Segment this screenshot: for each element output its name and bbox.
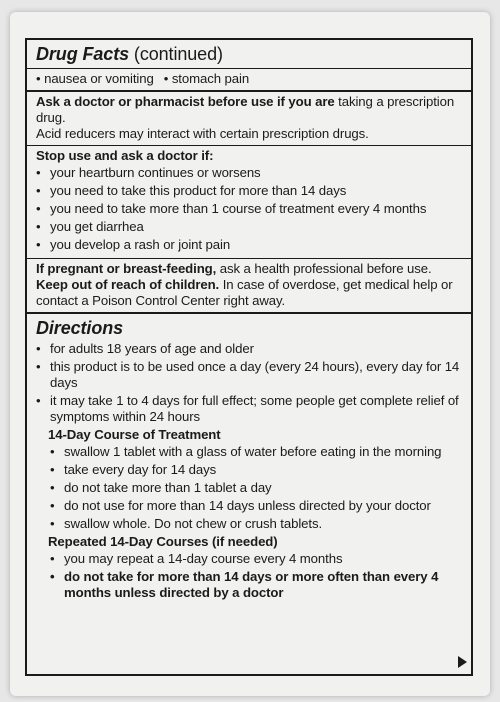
directions-list [36,341,463,425]
side-effect-2: stomach pain [171,71,250,86]
drug-facts-title [27,40,471,68]
drug-facts-panel [25,38,473,676]
ask-doctor-heading: Ask a doctor or pharmacist before use if you are [36,94,335,109]
keep-out-text: In case of overdose, get medical help or contact a Poison Control Center right away. [36,277,453,308]
title-bold: Drug Facts [36,44,130,64]
directions-section [27,312,471,606]
directions-title: Directions [36,318,124,338]
list-item: • you need to take more than 1 course of treatment every 4 months [36,201,463,217]
repeat-heading: Repeated 14-Day Courses (if needed) [48,534,278,549]
ask-doctor-line2: Acid reducers may interact with certain prescription drugs. [36,126,369,141]
list-item: • take every day for 14 days [50,462,463,478]
list-item: • you need to take this product for more than 14 days [36,183,463,199]
list-item: • swallow 1 tablet with a glass of water before eating in the morning [50,444,463,460]
list-item: • you get diarrhea [36,219,463,235]
pregnant-heading: If pregnant or breast-feeding, [36,261,217,276]
repeat-list [50,551,463,601]
list-item: • it may take 1 to 4 days for full effect; some people get complete relief of symptoms within 24 hours [36,393,463,425]
list-item: • swallow whole. Do not chew or crush tablets. [50,516,463,532]
list-item: • do not take more than 1 tablet a day [50,480,463,496]
pregnant-text: ask a health professional before use. [216,261,432,276]
list-item: • this product is to be used once a day (every 24 hours), every day for 14 days [36,359,463,391]
stop-use-section [27,145,471,258]
stop-use-heading: Stop use and ask a doctor if: [36,148,214,163]
ask-doctor-text: taking a prescription drug. [36,94,455,125]
warnings-section [27,258,471,312]
side-effects-row: • nausea or vomiting • stomach pain [27,68,471,90]
title-rest: (continued) [129,44,223,64]
list-item: • you may repeat a 14-day course every 4 months [50,551,463,567]
play-arrow-icon [458,656,467,668]
side-effect-1: nausea or vomiting [44,71,154,86]
list-item: • your heartburn continues or worsens [36,165,463,181]
course-heading: 14-Day Course of Treatment [48,427,221,442]
list-item: • do not take for more than 14 days or more often than every 4 months unless directed by a doctor [50,569,463,601]
course-list [50,444,463,532]
list-item: • for adults 18 years of age and older [36,341,463,357]
ask-doctor-section [27,90,471,145]
stop-use-list [36,165,463,253]
keep-out-heading: Keep out of reach of children. [36,277,220,292]
list-item: • do not use for more than 14 days unless directed by your doctor [50,498,463,514]
list-item: • you develop a rash or joint pain [36,237,463,253]
